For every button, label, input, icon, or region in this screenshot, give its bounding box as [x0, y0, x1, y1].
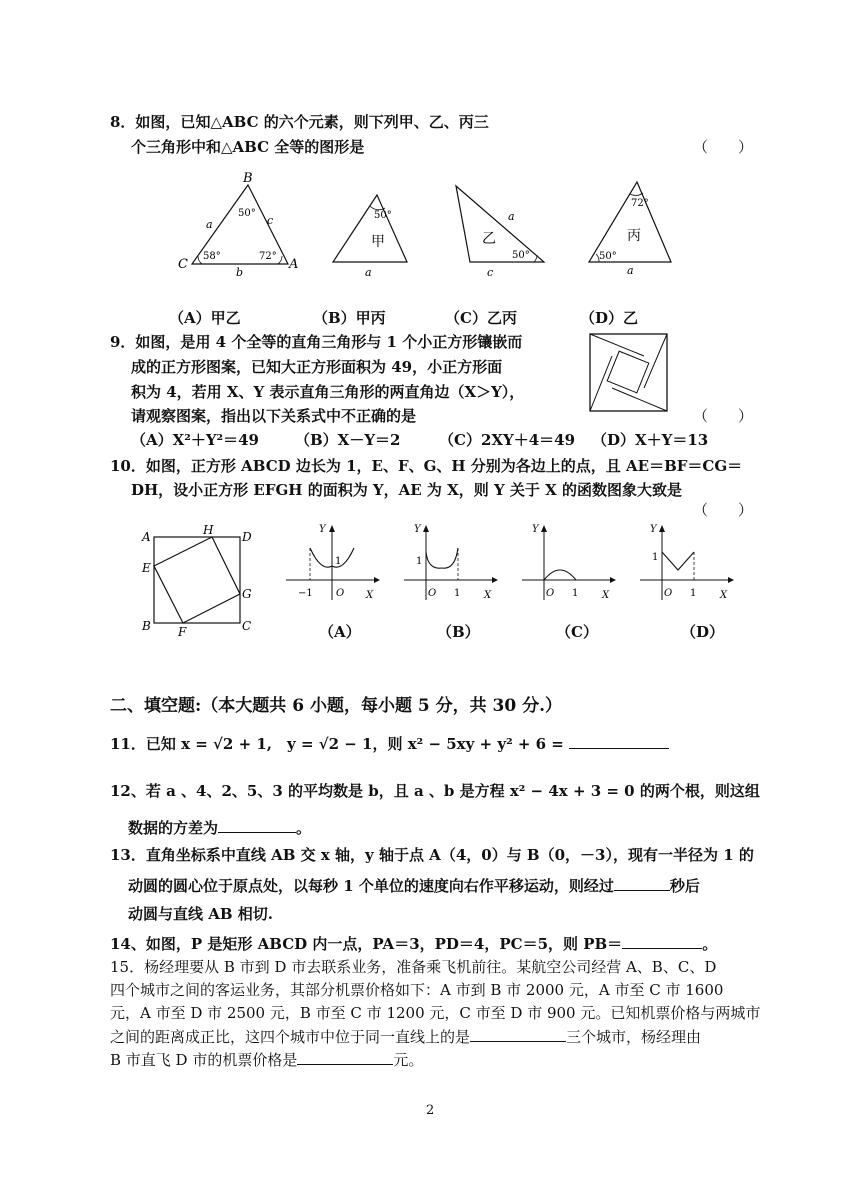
q10-option-d: （D）	[681, 623, 725, 641]
square-label-d: D	[242, 530, 252, 544]
q15-line1: 15．杨经理要从 B 市到 D 市去联系业务，准备乘飞机前往。某航空公司经营 A、B、C、D	[110, 958, 717, 976]
q9-line4: 请观察图案，指出以下关系式中不正确的是	[131, 407, 417, 425]
svg-text:1: 1	[335, 556, 342, 567]
q12-line2: 数据的方差为 。	[128, 819, 312, 837]
q15-line5: B 市直飞 D 市的机票价格是 元。	[110, 1051, 424, 1069]
q10-line1: 10．如图，正方形 ABCD 边长为 1，E、F、G、H 分别为各边上的点，且 AE＝BF＝CG＝	[110, 457, 743, 475]
square-label-g: G	[242, 587, 252, 601]
graph-b	[400, 522, 500, 607]
side-a-label: a	[206, 218, 213, 231]
q13-line2: 动圆的圆心位于原点处，以每秒 1 个单位的速度向右作平移运动，则经过 秒后	[128, 877, 700, 895]
q14-text: 14、如图，P 是矩形 ABCD 内一点，PA＝3，PD＝4，PC＝5，则 PB＝ 。	[110, 935, 718, 953]
square-efgh-figure	[138, 522, 258, 642]
svg-text:O: O	[664, 588, 673, 599]
q8-option-a: （A）甲乙	[169, 309, 241, 327]
section-2-title: 二、填空题:（本大题共 6 小题，每小题 5 分，共 30 分.）	[110, 696, 563, 716]
triangle-bing-figure	[585, 178, 675, 278]
svg-text:O: O	[546, 588, 555, 599]
svg-text:1: 1	[454, 588, 461, 599]
q15-cities-blank[interactable]	[470, 1026, 566, 1042]
svg-text:1: 1	[690, 588, 697, 599]
q10-option-c: （C）	[556, 623, 598, 641]
q11-text: 11．已知 x = √2 + 1, y = √2 − 1，则 x² − 5xy + y² + 6 =	[110, 733, 669, 754]
svg-text:O: O	[336, 588, 345, 599]
q8-option-c: （C）乙丙	[445, 309, 517, 327]
svg-text:1: 1	[416, 556, 423, 567]
q9-option-d: （D）X＋Y＝13	[592, 431, 709, 449]
svg-text:X: X	[366, 590, 374, 601]
svg-text:X: X	[720, 590, 728, 601]
square-label-c: C	[242, 619, 252, 633]
square-label-a: A	[142, 530, 151, 544]
vertex-a-label: A	[289, 257, 299, 272]
svg-text:−1: −1	[298, 588, 313, 599]
graph-c	[518, 522, 618, 607]
yi-side-a-label: a	[508, 210, 515, 223]
page-number: 2	[426, 1103, 435, 1118]
yi-name-label: 乙	[482, 231, 496, 247]
svg-text:X: X	[484, 590, 492, 601]
jia-angle-label: 50°	[374, 210, 392, 221]
q15-price-blank[interactable]	[297, 1049, 393, 1065]
pinwheel-square-figure	[589, 333, 669, 413]
bing-left-angle-label: 50°	[599, 251, 617, 262]
q8-option-d: （D）乙	[580, 309, 639, 327]
svg-text:O: O	[428, 588, 437, 599]
triangle-abc-figure	[170, 170, 310, 282]
q9-option-c: （C）2XY＋4＝49	[439, 431, 576, 449]
angle-b-label: 50°	[238, 208, 256, 219]
svg-text:1: 1	[572, 588, 579, 599]
graph-a	[282, 522, 382, 607]
q9-option-a: （A）X²＋Y²＝49	[131, 431, 259, 449]
side-b-label: b	[236, 266, 244, 279]
q9-line3: 积为 4，若用 X、Y 表示直角三角形的两直角边（X＞Y），	[131, 383, 525, 401]
jia-name-label: 甲	[371, 234, 385, 250]
vertex-c-label: C	[178, 257, 188, 272]
square-label-f: F	[178, 625, 187, 639]
q8-line1: 8．如图，已知△ABC 的六个元素，则下列甲、乙、丙三	[110, 113, 489, 131]
square-label-e: E	[142, 561, 151, 575]
angle-a-label: 72°	[259, 251, 277, 262]
q12-answer-blank[interactable]	[218, 817, 296, 833]
bing-name-label: 丙	[627, 228, 641, 244]
graph-d	[636, 522, 736, 607]
q8-option-b: （B）甲丙	[313, 309, 386, 327]
svg-text:Y: Y	[319, 524, 326, 535]
q8-answer-paren: （ ）	[693, 138, 754, 156]
yi-angle-label: 50°	[512, 250, 530, 261]
q10-answer-paren: （ ）	[693, 501, 754, 519]
q10-option-b: （B）	[437, 623, 480, 641]
q15-line4: 之间的距离成正比，这四个城市中位于同一直线上的是 三个城市，杨经理由	[110, 1028, 702, 1046]
q14-answer-blank[interactable]	[622, 933, 702, 949]
q15-line2: 四个城市之间的客运业务，其部分机票价格如下：A 市到 B 市 2000 元，A 市至 C 市 1600	[110, 981, 724, 999]
yi-side-c-label: c	[487, 266, 494, 279]
vertex-b-label: B	[243, 171, 253, 186]
side-c-label: c	[267, 214, 274, 227]
q13-answer-blank[interactable]	[614, 875, 670, 891]
svg-text:1: 1	[652, 552, 659, 563]
q9-answer-paren: （ ）	[693, 407, 754, 425]
bing-side-label: a	[627, 264, 634, 277]
q9-line1: 9．如图，是用 4 个全等的直角三角形与 1 个小正方形镶嵌而	[110, 333, 523, 351]
q9-line2: 成的正方形图案，已知大正方形面积为 49，小正方形面	[131, 358, 503, 376]
q11-answer-blank[interactable]	[569, 733, 669, 749]
q10-line2: DH，设小正方形 EFGH 的面积为 Y，AE 为 X，则 Y 关于 X 的函数图象大致是	[131, 481, 683, 499]
svg-text:Y: Y	[532, 524, 539, 535]
q12-line1: 12、若 a 、4、2、5、3 的平均数是 b，且 a 、b 是方程 x² − 4x + 3 = 0 的两个根，则这组	[110, 782, 760, 800]
jia-side-label: a	[365, 266, 372, 279]
q13-line1: 13．直角坐标系中直线 AB 交 x 轴，y 轴于点 A（4，0）与 B（0，－3），现有一半径为 1 的	[110, 846, 754, 864]
triangle-yi-figure	[452, 180, 552, 280]
square-label-b: B	[142, 619, 151, 633]
bing-top-angle-label: 72°	[631, 198, 649, 209]
q9-option-b: （B）X－Y＝2	[295, 431, 401, 449]
square-label-h: H	[203, 523, 214, 537]
svg-text:Y: Y	[414, 524, 421, 535]
q15-line3: 元，A 市至 D 市 2500 元，B 市至 C 市 1200 元，C 市至 D 市 900 元。已知机票价格与两城市	[110, 1004, 761, 1022]
svg-text:Y: Y	[650, 524, 657, 535]
q13-line3: 动圆与直线 AB 相切.	[128, 905, 273, 923]
q10-option-a: （A）	[319, 623, 361, 641]
q8-line2: 个三角形中和△ABC 全等的图形是	[131, 138, 365, 156]
svg-text:X: X	[602, 590, 610, 601]
angle-c-label: 58°	[203, 251, 221, 262]
triangle-jia-figure	[325, 190, 415, 280]
